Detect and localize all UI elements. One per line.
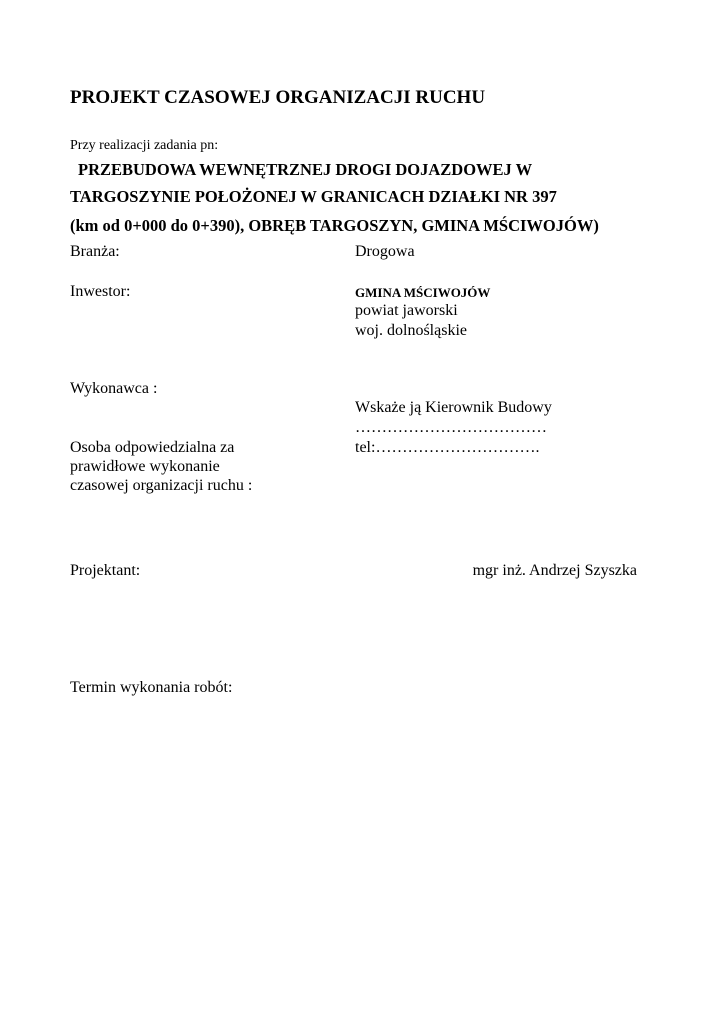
inwestor-county: powiat jaworski	[355, 302, 458, 319]
intro-text: Przy realizacji zadania pn:	[70, 138, 219, 153]
document-title: PROJEKT CZASOWEJ ORGANIZACJI RUCHU	[70, 87, 486, 108]
osoba-label-line-3: czasowej organizacji ruchu :	[70, 477, 253, 494]
wykonawca-value: Wskaże ją Kierownik Budowy	[355, 399, 552, 416]
inwestor-voivodeship: woj. dolnośląskie	[355, 322, 467, 339]
termin-label: Termin wykonania robót:	[70, 679, 233, 696]
osoba-label-line-1: Osoba odpowiedzialna za	[70, 439, 235, 456]
osoba-label-line-2: prawidłowe wykonanie	[70, 458, 220, 475]
inwestor-name: GMINA MŚCIWOJÓW	[355, 285, 491, 300]
inwestor-label: Inwestor:	[70, 283, 131, 300]
branza-value: Drogowa	[355, 243, 415, 260]
project-name-line-1: PRZEBUDOWA WEWNĘTRZNEJ DROGI DOJAZDOWEJ W	[78, 160, 533, 179]
project-name-line-2: TARGOSZYNIE POŁOŻONEJ W GRANICACH DZIAŁKI NR 397	[70, 187, 557, 206]
dotted-line: ………………………………	[355, 419, 547, 436]
wykonawca-label: Wykonawca :	[70, 380, 158, 397]
project-name-line-3: (km od 0+000 do 0+390), OBRĘB TARGOSZYN, GMINA MŚCIWOJÓW)	[70, 216, 599, 235]
branza-label: Branża:	[70, 243, 120, 260]
projektant-label: Projektant:	[70, 562, 141, 579]
projektant-value: mgr inż. Andrzej Szyszka	[472, 562, 637, 579]
tel-field: tel:………………………….	[355, 439, 540, 456]
